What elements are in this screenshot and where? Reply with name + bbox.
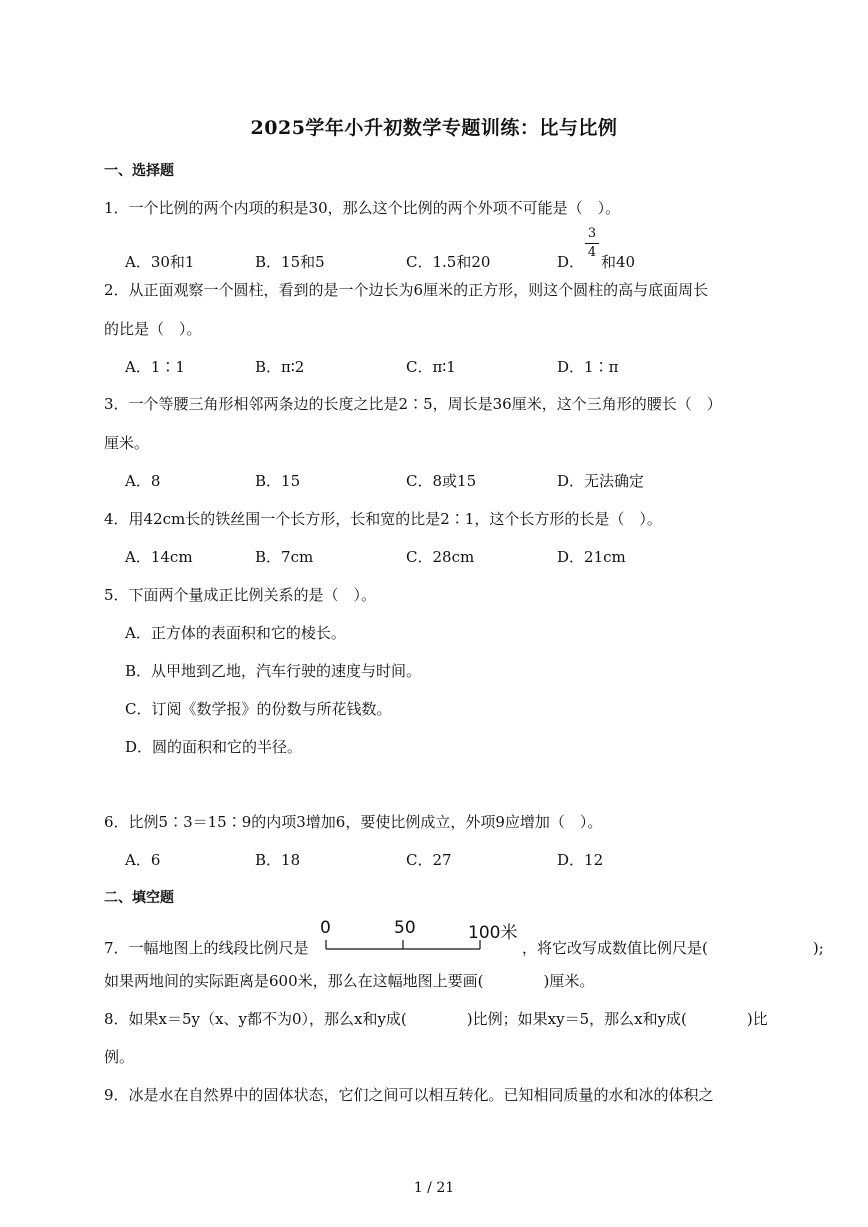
question-7-suffix: ，将它改写成数值比例尺是( );	[522, 939, 824, 957]
question-7-line-2: 如果两地间的实际距离是600米，那么在这幅地图上要画( )厘米。	[104, 972, 595, 990]
question-5-option-b: B．从甲地到乙地，汽车行驶的速度与时间。	[125, 662, 422, 680]
question-4-option-b: B．7cm	[255, 548, 314, 566]
question-5-stem: 5．下面两个量成正比例关系的是（ ）。	[104, 586, 377, 604]
fraction-bar	[585, 243, 599, 244]
section-heading-choice: 一、选择题	[104, 163, 174, 179]
question-2-option-b: B．π∶2	[255, 358, 305, 376]
question-2-option-d: D．1∶π	[557, 358, 619, 376]
question-1-option-b: B．15和5	[255, 253, 325, 271]
scale-bar	[318, 916, 528, 956]
page-title: 2025学年小升初数学专题训练：比与比例	[250, 117, 618, 139]
question-2-stem-line-1: 2．从正面观察一个圆柱，看到的是一个边长为6厘米的正方形，则这个圆柱的高与底面周长	[104, 281, 709, 299]
question-4-option-a: A．14cm	[125, 548, 193, 566]
page-number: 1 / 21	[413, 1180, 455, 1196]
question-1-option-d-prefix: D．	[557, 253, 585, 271]
question-8-line-2: 例。	[104, 1048, 135, 1066]
question-4-option-d: D．21cm	[557, 548, 626, 566]
scale-label-0: 0	[320, 918, 331, 938]
question-3-option-d: D．无法确定	[557, 472, 645, 490]
question-3-stem-line-1: 3．一个等腰三角形相邻两条边的长度之比是2∶5，周长是36厘米，这个三角形的腰长（ ）	[104, 395, 722, 413]
section-heading-fill-blank: 二、填空题	[104, 890, 174, 906]
question-5-option-a: A．正方体的表面积和它的棱长。	[125, 624, 346, 642]
question-3-option-a: A．8	[125, 472, 161, 490]
question-6-option-b: B．18	[255, 851, 301, 869]
question-4-option-c: C．28cm	[406, 548, 475, 566]
question-2-stem-line-2: 的比是（ ）。	[104, 320, 202, 338]
scale-label-100: 100米	[468, 923, 518, 943]
question-9-line-1: 9．冰是水在自然界中的固体状态，它们之间可以相互转化。已知相同质量的水和冰的体积之	[104, 1086, 714, 1104]
question-3-stem-line-2: 厘米。	[104, 434, 150, 452]
question-5-option-c: C．订阅《数学报》的份数与所花钱数。	[125, 700, 392, 718]
question-5-option-d: D．圆的面积和它的半径。	[125, 738, 303, 756]
question-6-option-d: D．12	[557, 851, 604, 869]
question-4-stem: 4．用42cm长的铁丝围一个长方形，长和宽的比是2∶1，这个长方形的长是（ ）。	[104, 510, 662, 528]
question-3-option-b: B．15	[255, 472, 301, 490]
question-1-option-d-suffix: 和40	[601, 253, 636, 271]
question-6-stem: 6．比例5∶3＝15∶9的内项3增加6，要使比例成立，外项9应增加（ ）。	[104, 813, 603, 831]
question-1-option-c: C．1.5和20	[406, 253, 491, 271]
scale-label-50: 50	[394, 918, 416, 938]
question-1-option-a: A．30和1	[125, 253, 195, 271]
question-1-stem: 1．一个比例的两个内项的积是30，那么这个比例的两个外项不可能是（ ）。	[104, 199, 621, 217]
question-2-option-c: C．π∶1	[406, 358, 456, 376]
question-2-option-a: A．1∶1	[125, 358, 185, 376]
question-3-option-c: C．8或15	[406, 472, 477, 490]
question-8-line-1: 8．如果x＝5y（x、y都不为0），那么x和y成( )比例；如果xy＝5，那么x和y成( )比	[104, 1010, 768, 1028]
question-7-prefix: 7．一幅地图上的线段比例尺是	[104, 939, 309, 957]
line-segment-scale	[318, 916, 528, 956]
question-1-option-d-fraction	[585, 226, 599, 261]
question-6-option-c: C．27	[406, 851, 452, 869]
fraction-denominator: 4	[587, 245, 597, 260]
fraction-numerator: 3	[587, 226, 597, 241]
question-6-option-a: A．6	[125, 851, 161, 869]
